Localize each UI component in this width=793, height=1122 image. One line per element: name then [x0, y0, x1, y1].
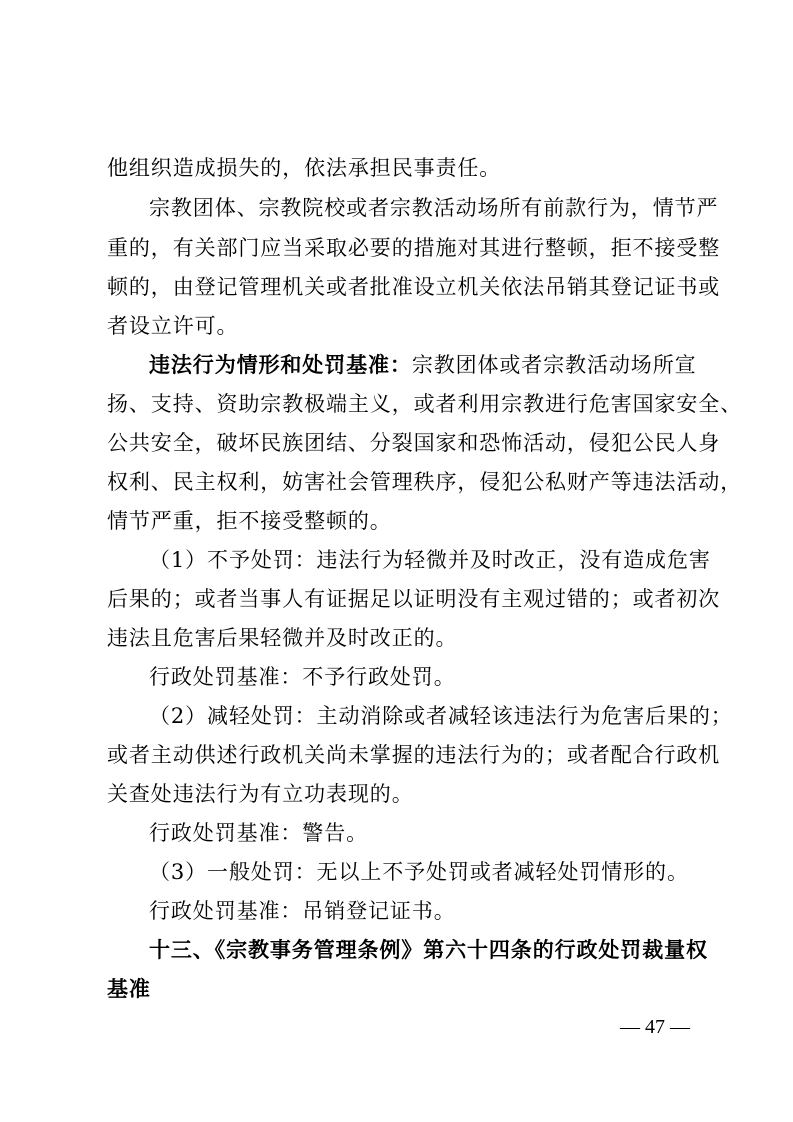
text-line-15: （2）减轻处罚：主动消除或者减轻该违法行为危害后果的；: [149, 704, 733, 728]
text-line-17: 关查处违法行为有立功表现的。: [107, 782, 414, 806]
text-line-11: （1）不予处罚：违法行为轻微并及时改正，没有造成危害: [149, 548, 711, 572]
text-line-3: 重的，有关部门应当采取必要的措施对其进行整顿，拒不接受整: [107, 236, 721, 260]
text-line-6: [149, 349, 697, 381]
text-line-9: 权利、民主权利，妨害社会管理秩序，侵犯公私财产等违法活动，: [107, 470, 743, 494]
text-line-10: 情节严重，拒不接受整顿的。: [107, 509, 392, 533]
violation-heading: 违法行为情形和处罚基准：: [149, 352, 412, 377]
section-heading-line-2: 基准: [107, 976, 151, 1001]
page-number: — 47 —: [620, 1016, 690, 1038]
text-line-12: 后果的；或者当事人有证据足以证明没有主观过错的；或者初次: [107, 587, 721, 611]
text-line-16: 或者主动供述行政机关尚未掌握的违法行为的；或者配合行政机: [107, 743, 721, 767]
text-line-19: （3）一般处罚：无以上不予处罚或者减轻处罚情形的。: [149, 860, 689, 884]
section-heading-line-1: 十三、《宗教事务管理条例》第六十四条的行政处罚裁量权: [149, 937, 708, 962]
text-line-18: 行政处罚基准：警告。: [149, 821, 368, 845]
text-line-20: 行政处罚基准：吊销登记证书。: [149, 899, 456, 923]
text-line-1: 他组织造成损失的，依法承担民事责任。: [107, 156, 502, 180]
text-line-13: 违法且危害后果轻微并及时改正的。: [107, 626, 458, 650]
violation-text: 宗教团体或者宗教活动场所宣: [411, 353, 697, 377]
text-line-8: 公共安全，破坏民族团结、分裂国家和恐怖活动，侵犯公民人身: [107, 431, 721, 455]
text-line-2: 宗教团体、宗教院校或者宗教活动场所有前款行为，情节严: [149, 196, 719, 220]
text-line-4: 顿的，由登记管理机关或者批准设立机关依法吊销其登记证书或: [107, 275, 721, 299]
text-line-14: 行政处罚基准：不予行政处罚。: [149, 665, 456, 689]
text-line-5: 者设立许可。: [107, 314, 239, 338]
text-line-7: 扬、支持、资助宗教极端主义，或者利用宗教进行危害国家安全、: [107, 392, 743, 416]
